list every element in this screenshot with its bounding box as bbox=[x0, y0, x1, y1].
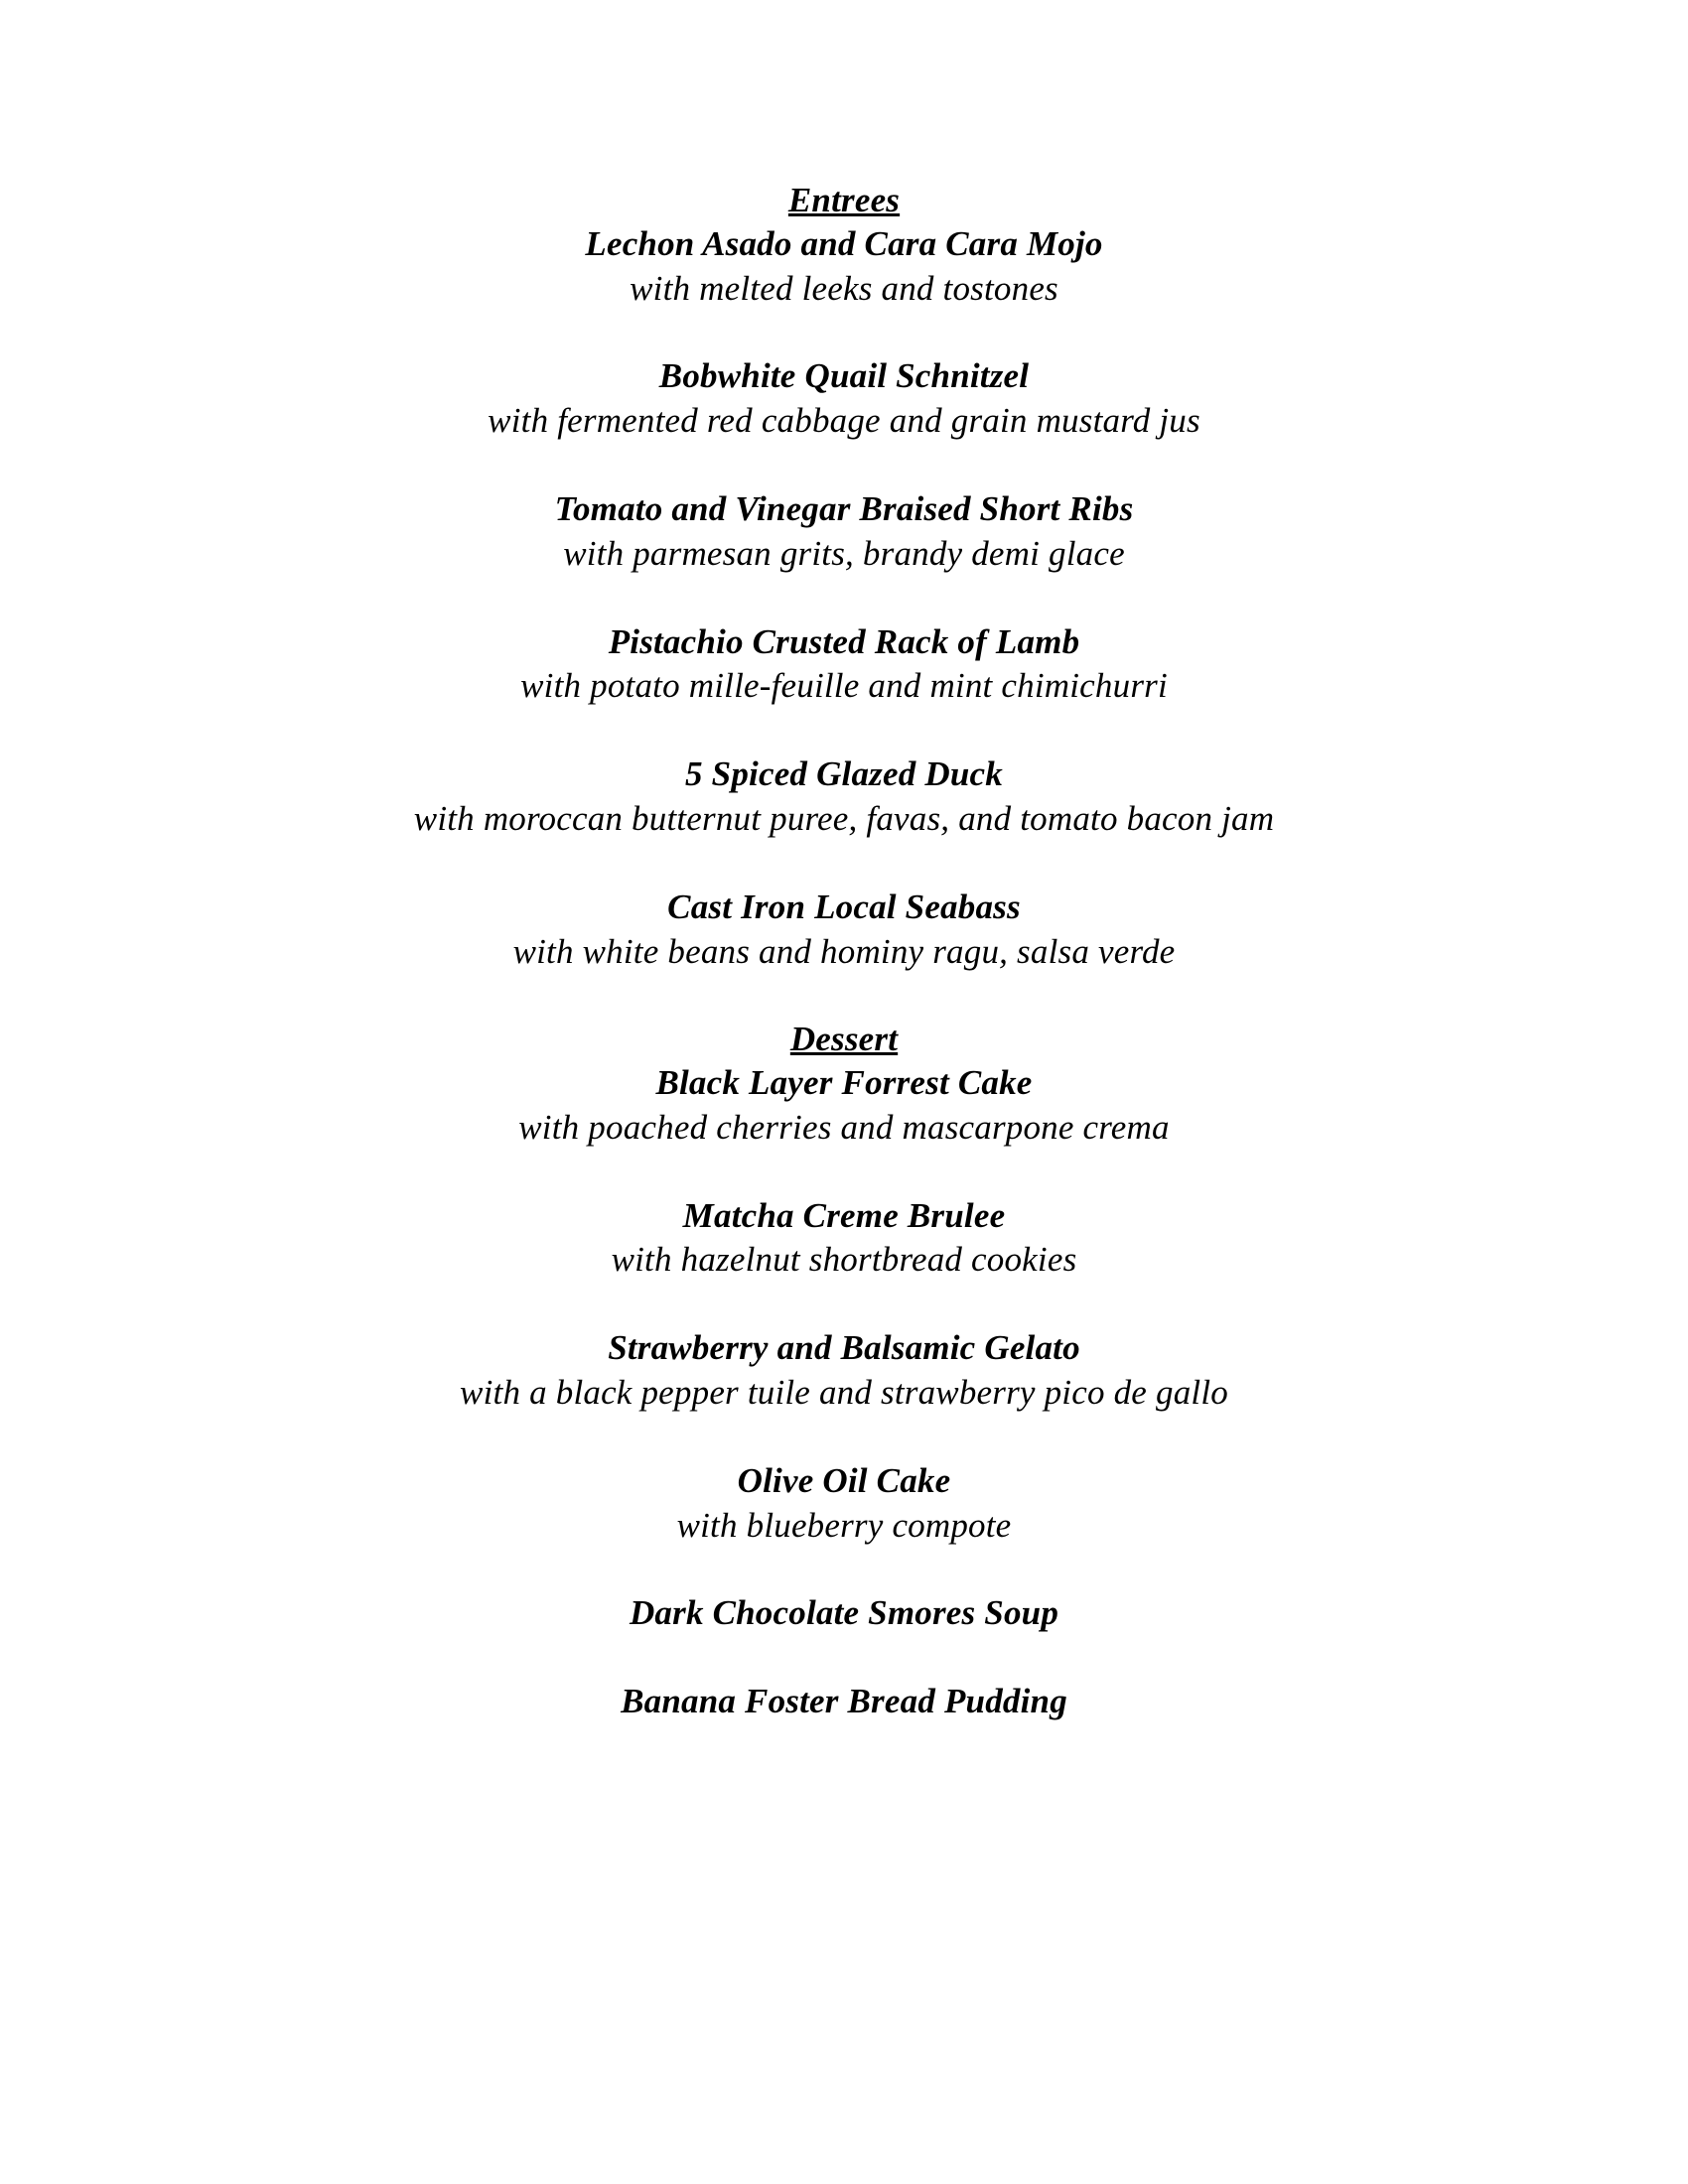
spacer bbox=[248, 1636, 1440, 1680]
menu-item bbox=[248, 1061, 1440, 1151]
spacer bbox=[248, 1151, 1440, 1194]
section-heading-entrees: Entrees bbox=[787, 181, 901, 219]
menu-item-name: Cast Iron Local Seabass bbox=[667, 887, 1021, 926]
spacer bbox=[248, 444, 1440, 487]
menu-item bbox=[248, 886, 1440, 975]
menu-item-description: with potato mille-feuille and mint chimichurri bbox=[520, 666, 1168, 706]
menu-item-name: Banana Foster Bread Pudding bbox=[621, 1682, 1067, 1721]
menu-item-name: Pistachio Crusted Rack of Lamb bbox=[608, 621, 1080, 661]
menu-item-name: Lechon Asado and Cara Cara Mojo bbox=[585, 223, 1103, 263]
section-heading-dessert: Dessert bbox=[789, 1020, 899, 1059]
spacer bbox=[248, 1283, 1440, 1326]
spacer bbox=[248, 577, 1440, 620]
menu-item-description: with a black pepper tuile and strawberry pico de gallo bbox=[460, 1373, 1228, 1413]
menu-item-description: with fermented red cabbage and grain mustard jus bbox=[488, 401, 1200, 441]
menu-item bbox=[248, 1680, 1440, 1724]
menu-item-description: with moroccan butternut puree, favas, and tomato bacon jam bbox=[413, 798, 1275, 838]
spacer bbox=[248, 311, 1440, 354]
menu-item bbox=[248, 1326, 1440, 1416]
menu-item bbox=[248, 487, 1440, 577]
menu-item-name: 5 Spiced Glazed Duck bbox=[685, 754, 1003, 794]
spacer bbox=[248, 1548, 1440, 1591]
spacer bbox=[248, 709, 1440, 752]
menu-item-name: Matcha Creme Brulee bbox=[682, 1195, 1006, 1235]
menu-item-name: Olive Oil Cake bbox=[737, 1460, 951, 1500]
menu-item-description: with blueberry compote bbox=[676, 1505, 1012, 1545]
menu-item bbox=[248, 1459, 1440, 1549]
menu-item-name: Bobwhite Quail Schnitzel bbox=[658, 356, 1030, 396]
menu-item-description: with poached cherries and mascarpone crema bbox=[518, 1107, 1170, 1147]
menu-item bbox=[248, 354, 1440, 444]
menu-content bbox=[248, 179, 1440, 1724]
menu-item-description: with hazelnut shortbread cookies bbox=[611, 1240, 1077, 1280]
spacer bbox=[248, 974, 1440, 1018]
menu-item-name: Black Layer Forrest Cake bbox=[655, 1063, 1033, 1103]
menu-item-name: Tomato and Vinegar Braised Short Ribs bbox=[554, 488, 1134, 528]
menu-item-description: with melted leeks and tostones bbox=[630, 268, 1058, 308]
menu-item bbox=[248, 222, 1440, 312]
spacer bbox=[248, 842, 1440, 886]
menu-item bbox=[248, 752, 1440, 842]
menu-item bbox=[248, 1194, 1440, 1284]
menu-item-name: Strawberry and Balsamic Gelato bbox=[608, 1328, 1080, 1368]
menu-item-description: with parmesan grits, brandy demi glace bbox=[563, 533, 1125, 573]
menu-item-description: with white beans and hominy ragu, salsa verde bbox=[512, 931, 1176, 971]
menu-item-name: Dark Chocolate Smores Soup bbox=[629, 1593, 1059, 1633]
menu-item bbox=[248, 1591, 1440, 1636]
spacer bbox=[248, 1416, 1440, 1459]
menu-item bbox=[248, 620, 1440, 710]
